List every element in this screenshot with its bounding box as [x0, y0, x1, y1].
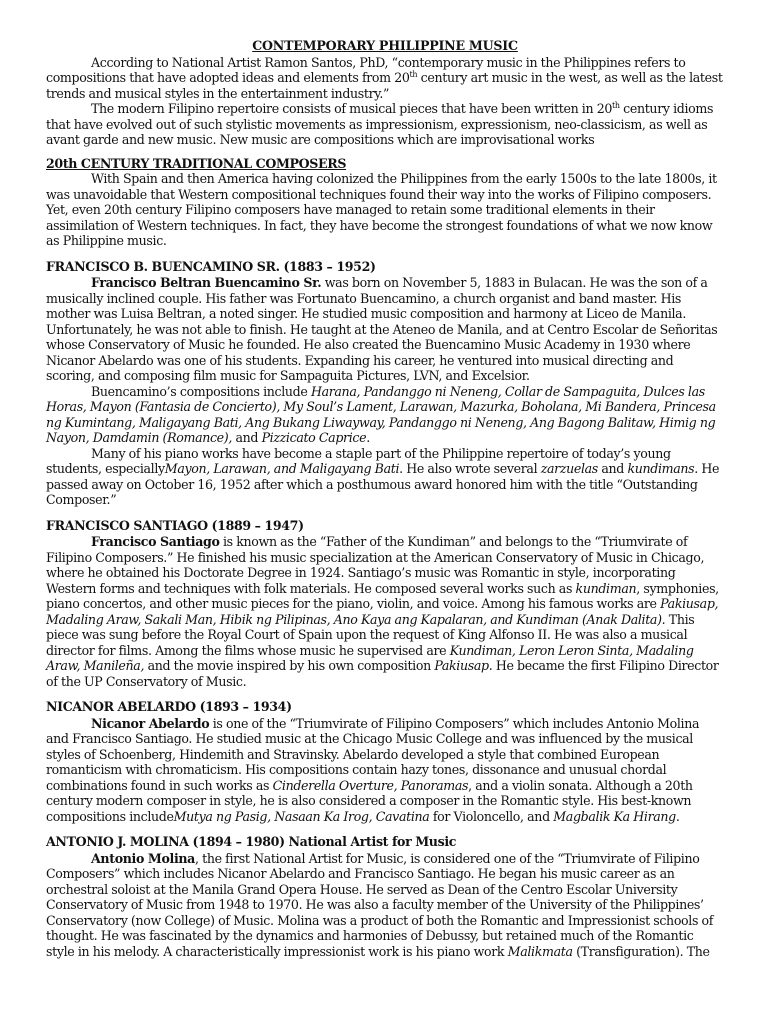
buencamino-paragraph-1	[46, 275, 724, 384]
document-title: CONTEMPORARY PHILIPPINE MUSIC	[252, 38, 518, 53]
work-titles: Mutya ng Pasig, Nasaan Ka Irog, Cavatina	[173, 808, 430, 824]
composer-name: Nicanor Abelardo	[91, 715, 210, 731]
genre-term: kundimans	[627, 461, 695, 476]
text-run: for Violoncello, and	[429, 808, 554, 824]
superscript: th	[612, 101, 620, 110]
genre-term: kundiman	[575, 580, 637, 596]
molina-paragraph	[46, 851, 724, 960]
text-run: and	[232, 430, 262, 445]
section-heading-molina: ANTONIO J. MOLINA (1894 – 1980) National Artist for Music	[46, 834, 457, 849]
superscript: th	[409, 70, 418, 79]
text-run: century art music in the west, as well as the latest trends and musical styles in the entertainment industry.”	[46, 70, 723, 101]
work-titles: Harana, Pandanggo ni Neneng, Collar de Sampaguita, Dulces las Horas, Mayon (Fantasia de Concierto), My Soul’s Lament, Larawan, Mazurka, Boholana, Mi Bandera, Princesa ng Kumintang, Maligayang Bati, Ang Bukang Liwayway, Pandanggo ni Neneng, Ang Bagong Balitaw, Himig ng Nayon, Damdamin (Romance),	[46, 383, 716, 445]
work-title: Malikmata	[507, 943, 573, 959]
composer-name: Francisco Beltran Buencamino Sr.	[91, 275, 322, 290]
text-run: and	[597, 461, 628, 476]
text-run: was born on November 5, 1883 in Bulacan. He was the son of a musically inclined couple. His father was Fortunato Buencamino, a church organist and band master. His mother was Luisa Beltran, a noted singer. He studied music composition and harmony at Liceo de Manila. Unfortunately, he was not able to finish. He taught at the Ateneo de Manila, and at Centro Escolar de Señoritas whose Conservatory of Music he founded. He also created the Buencamino Music Academy in 1930 where Nicanor Abelardo was one of his students. Expanding his career, he ventured into musical directing and scoring, and composing film music for Sampaguita Pictures, LVN, and Excelsior.	[46, 275, 718, 383]
text-run: . He also wrote several	[399, 461, 541, 476]
genre-term: zarzuelas	[540, 461, 598, 476]
section-heading-santiago: FRANCISCO SANTIAGO (1889 – 1947)	[46, 517, 304, 533]
text-run: According to National Artist Ramon Santos, PhD, “contemporary music in the Philippines refers to compositions that have adopted ideas and elements from 20	[46, 54, 686, 85]
text-run: , the first National Artist for Music, is considered one of the “Triumvirate of Filipino Composers” which includes Nicanor Abelardo and Francisco Santiago. He began his music career as an orchestral soloist at the Manila Grand Opera House. He served as Dean of the Centro Escolar University Conservatory of Music from 1948 to 1970. He was also a faculty member of the University of the Philippines’ Conservatory (now College) of Music. Molina was a product of both the Romantic and Impressionist schools of thought. He was fascinated by the dynamics and harmonies of Debussy, but retained much of the Romantic style in his melody. A characteristically impressionist work is his piano work	[46, 850, 714, 959]
section-heading-buencamino: FRANCISCO B. BUENCAMINO SR. (1883 – 1952)	[46, 258, 376, 274]
intro-paragraph-1	[46, 55, 724, 102]
buencamino-paragraph-3	[46, 446, 724, 508]
text-run: is one of the “Triumvirate of Filipino Composers” which includes Antonio Molina and Francisco Santiago. He studied music at the Chicago Music College and was influenced by the musical styles of Schoenberg, Hindemith and Stravinsky. Abelardo developed a style that combined European romanticism with chromaticism. His compositions contain hazy tones, dissonance and unusual chordal combinations found in such works as	[46, 715, 700, 793]
text-run: . He became the first Filipino Director of the UP Conservatory of Music.	[46, 658, 719, 689]
text-run: is known as the “Father of the Kundiman” and belongs to the “Triumvirate of Filipino Composers.” He finished his music specialization at the American Conservatory of Music in Chicago, where he obtained his Doctorate Degree in 1924. Santiago’s music was Romantic in style, incorporating Western forms and techniques with folk materials. He composed several works such as	[46, 534, 705, 596]
work-titles: Cinderella Overture, Panoramas	[272, 777, 469, 793]
text-run: The modern Filipino repertoire consists of musical pieces that have been written in 20	[91, 101, 613, 116]
intro-paragraph-2	[46, 101, 724, 148]
traditional-paragraph: With Spain and then America having colonized the Philippines from the early 1500s to the late 1800s, it was unavoidable that Western compositional techniques found their way into the works of Filipino composers. Yet, even 20th century Filipino composers have managed to retain some traditional elements in their assimilation of Western techniques. In fact, they have become the strongest foundations of what we now know as Philippine music.	[46, 171, 717, 248]
text-run: Many of his piano works have become a staple part of the Philippine repertoire of today’s young students, especially	[46, 445, 671, 476]
text-run: .	[675, 808, 680, 824]
text-run: Buencamino’s compositions include	[91, 383, 311, 399]
work-titles: Pakiusap, Madaling Araw, Sakali Man, Hibik ng Pilipinas, Ano Kaya ang Kapalaran, and Kundiman (Anak Dalita).	[46, 596, 719, 627]
work-title: Pakiusap	[434, 658, 489, 673]
text-run: , and a violin sonata. Although a 20th century modern composer in style, he is also considered a composer in the Romantic style. His best-known compositions include	[46, 777, 693, 824]
composer-name: Antonio Molina	[91, 850, 195, 866]
film-titles: Kundiman, Leron Leron Sinta, Madaling Araw, Manileña,	[46, 642, 694, 673]
santiago-paragraph	[46, 534, 724, 689]
section-heading-abelardo: NICANOR ABELARDO (1893 – 1934)	[46, 699, 292, 714]
work-title: Magbalik Ka Hirang	[553, 808, 676, 824]
text-run: century idioms that have evolved out of such stylistic movements as impressionism, expressionism, neo-classicism, as well as avant garde and new music. New music are compositions which are improvisational works	[46, 101, 714, 147]
work-titles: Mayon, Larawan, and Maligayang Bati	[164, 461, 400, 476]
text-run: , symphonies, piano concertos, and other music pieces for the piano, violin, and voice. Among his famous works are	[46, 580, 719, 611]
text-run: . He passed away on October 16, 1952 after which a posthumous award honored him with the title “Outstanding Composer.”	[46, 461, 720, 507]
composer-name: Francisco Santiago	[91, 534, 220, 549]
document-page	[46, 38, 724, 959]
text-run: This piece was sung before the Royal Court of Spain upon the request of King Alfonso II. He was also a musical director for films. Among the films whose music he supervised are	[46, 611, 695, 658]
work-title: Pizzicato Caprice	[261, 430, 367, 445]
section-heading-traditional: 20th CENTURY TRADITIONAL COMPOSERS	[46, 155, 347, 171]
abelardo-paragraph	[46, 716, 724, 825]
text-run: (Transfiguration). The	[572, 943, 710, 959]
text-run: and the movie inspired by his own composition	[144, 658, 435, 673]
buencamino-paragraph-2	[46, 384, 724, 446]
text-run: .	[366, 430, 370, 445]
